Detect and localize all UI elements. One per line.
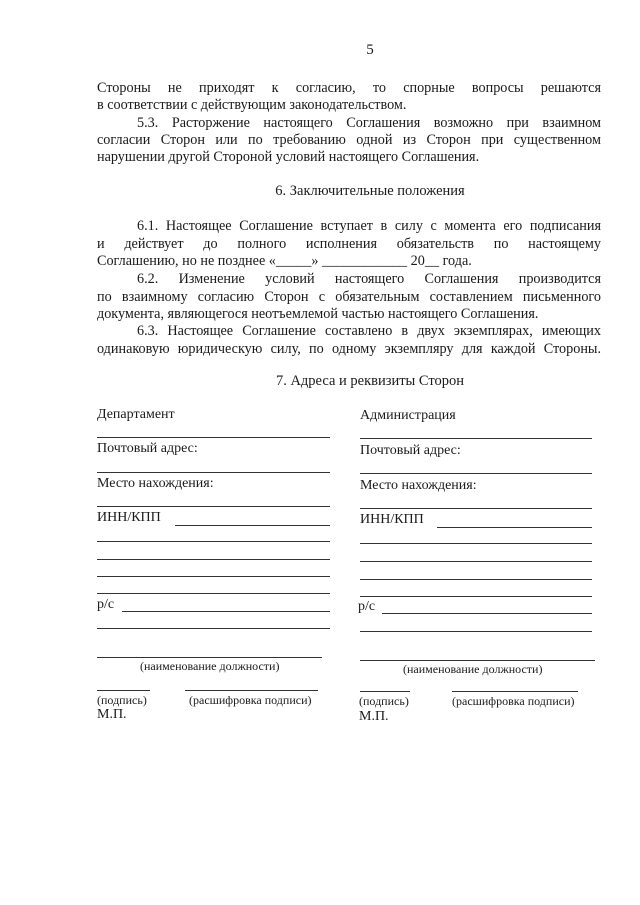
right-decode-caption: (расшифровка подписи) xyxy=(452,694,575,708)
blank-line xyxy=(97,690,150,691)
blank-line xyxy=(122,611,330,612)
section-title-7: 7. Адреса и реквизиты Сторон xyxy=(275,373,465,389)
blank-line xyxy=(360,579,592,580)
left-position-caption: (наименование должности) xyxy=(140,659,280,673)
blank-line xyxy=(360,596,592,597)
blank-line xyxy=(97,657,322,658)
right-signature-caption: (подпись) xyxy=(359,694,409,708)
text-line: 5.3. Расторжение настоящего Соглашения возможно при взаимном xyxy=(137,115,601,131)
left-inn-label: ИНН/КПП xyxy=(97,510,161,525)
right-postal-label: Почтовый адрес: xyxy=(360,443,461,458)
blank-line xyxy=(360,508,592,509)
blank-line xyxy=(360,438,592,439)
text-line: согласии Сторон или по требованию одной из Сторон при существенном xyxy=(97,132,601,148)
text-line: 6.1. Настоящее Соглашение вступает в силу с момента его подписания xyxy=(137,218,601,234)
left-party-name: Департамент xyxy=(97,407,175,422)
blank-line xyxy=(97,593,330,594)
blank-line xyxy=(97,506,330,507)
text-line: 6.3. Настоящее Соглашение составлено в двух экземплярах, имеющих xyxy=(137,323,601,339)
left-account-label: р/с xyxy=(97,597,115,612)
blank-line xyxy=(97,576,330,577)
blank-line xyxy=(360,631,592,632)
blank-line xyxy=(97,541,330,542)
page-number: 5 xyxy=(366,42,374,58)
text-line: нарушении другой Стороной условий настоящего Соглашения. xyxy=(97,149,480,165)
text-line: и действует до полного исполнения обязательств по настоящему xyxy=(97,236,601,252)
text-line: в соответствии с действующим законодательством. xyxy=(97,97,407,113)
text-line: Стороны не приходят к согласию, то спорные вопросы решаются xyxy=(97,80,601,96)
text-line: документа, являющегося неотъемлемой частью настоящего Соглашения. xyxy=(97,306,539,322)
blank-line xyxy=(97,628,330,629)
left-decode-caption: (расшифровка подписи) xyxy=(189,693,312,707)
section-title-6: 6. Заключительные положения xyxy=(275,183,465,199)
left-seal-label: М.П. xyxy=(97,707,127,722)
blank-line xyxy=(97,559,330,560)
left-location-label: Место нахождения: xyxy=(97,476,214,491)
blank-line xyxy=(452,691,578,692)
text-line: по взаимному согласию Сторон с обязательным составлением письменного xyxy=(97,289,601,305)
blank-line xyxy=(360,660,595,661)
blank-line xyxy=(97,437,330,438)
right-seal-label: М.П. xyxy=(359,709,389,724)
blank-line xyxy=(185,690,318,691)
blank-line xyxy=(175,525,330,526)
blank-line xyxy=(437,527,592,528)
blank-line xyxy=(97,472,330,473)
right-location-label: Место нахождения: xyxy=(360,478,477,493)
blank-line xyxy=(360,473,592,474)
blank-line xyxy=(360,691,410,692)
left-postal-label: Почтовый адрес: xyxy=(97,441,198,456)
blank-line xyxy=(360,561,592,562)
right-inn-label: ИНН/КПП xyxy=(360,512,424,527)
text-line: одинаковую юридическую силу, по одному экземпляру для каждой Стороны. xyxy=(97,341,601,357)
text-line: 6.2. Изменение условий настоящего Соглашения производится xyxy=(137,271,601,287)
right-party-name: Администрация xyxy=(360,408,456,423)
blank-line xyxy=(360,543,592,544)
right-account-label: р/с xyxy=(358,599,376,614)
text-line: Соглашению, но не позднее «_____» ____________ 20__ года. xyxy=(97,253,472,269)
left-signature-caption: (подпись) xyxy=(97,693,147,707)
blank-line xyxy=(382,613,592,614)
right-position-caption: (наименование должности) xyxy=(403,662,543,676)
